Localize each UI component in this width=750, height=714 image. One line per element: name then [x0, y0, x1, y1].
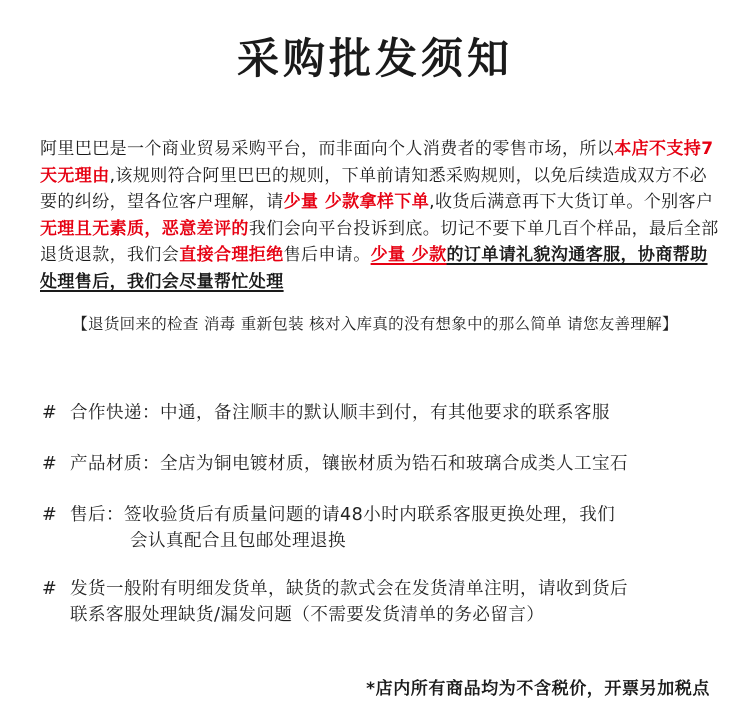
intro-text-6-underlined: 的订单请礼貌沟通客服，协商帮助处理售后，我们会尽量帮忙处理 — [40, 245, 708, 292]
info-item-aftersale — [40, 502, 720, 554]
info-line-1: 售后：签收验货后有质量问题的请48小时内联系客服更换处理，我们 — [70, 505, 616, 525]
intro-highlight-small-order: 少量 少款 — [370, 245, 447, 266]
info-item-material — [40, 451, 720, 477]
tax-note: *店内所有商品均为不含税价，开票另加税点 — [366, 679, 710, 699]
info-text: 合作快递：中通，备注顺丰的默认顺丰到付，有其他要求的联系客服 — [70, 403, 610, 423]
info-line-2: 联系客服处理缺货/漏发问题（不需要发货清单的务必留言） — [70, 605, 545, 625]
info-text — [70, 502, 720, 554]
intro-highlight-no-7day: 本店不支持7天无理由 — [40, 139, 714, 186]
intro-text-2: ,该规则符合阿里巴巴的规则，下单前请知悉采购规则，以免后续造成双方不必要的纠纷，望各位客户理解，请 — [40, 165, 708, 213]
info-item-shipping — [40, 400, 720, 426]
info-text — [70, 576, 720, 628]
intro-paragraph — [40, 136, 720, 296]
intro-highlight-reject: 直接合理拒绝 — [179, 245, 284, 266]
intro-highlight-small-sample: 少量 少款拿样下单 — [283, 192, 430, 213]
info-line-2: 会认真配合且包邮处理退换 — [130, 531, 346, 551]
hash-marker: # — [42, 454, 58, 474]
info-item-delivery — [40, 576, 720, 628]
info-text: 产品材质：全店为铜电镀材质，镶嵌材质为锆石和玻璃合成类人工宝石 — [70, 454, 628, 474]
hash-marker: # — [42, 505, 58, 525]
page-title: 采购批发须知 — [236, 34, 513, 83]
intro-highlight-bad-review: 无理且无素质，恶意差评的 — [40, 218, 249, 239]
intro-text-5: 售后申请。 — [283, 245, 371, 266]
intro-text-4: 我们会向平台投诉到底。切记不要下单几百个样品，最后全部退货退款，我们会 — [40, 218, 719, 266]
hash-marker: # — [42, 403, 58, 423]
info-line-1: 发货一般附有明细发货单，缺货的款式会在发货清单注明，请收到货后 — [70, 579, 628, 599]
return-notice: 【退货回来的检查 消毒 重新包装 核对入库真的没有想象中的那么简单 请您友善理解】 — [72, 315, 678, 333]
intro-text-1: 阿里巴巴是一个商业贸易采购平台，而非面向个人消费者的零售市场，所以 — [40, 139, 615, 159]
intro-text-3: ,收货后满意再下大货订单。个别客户 — [429, 192, 714, 213]
hash-marker: # — [42, 579, 58, 599]
